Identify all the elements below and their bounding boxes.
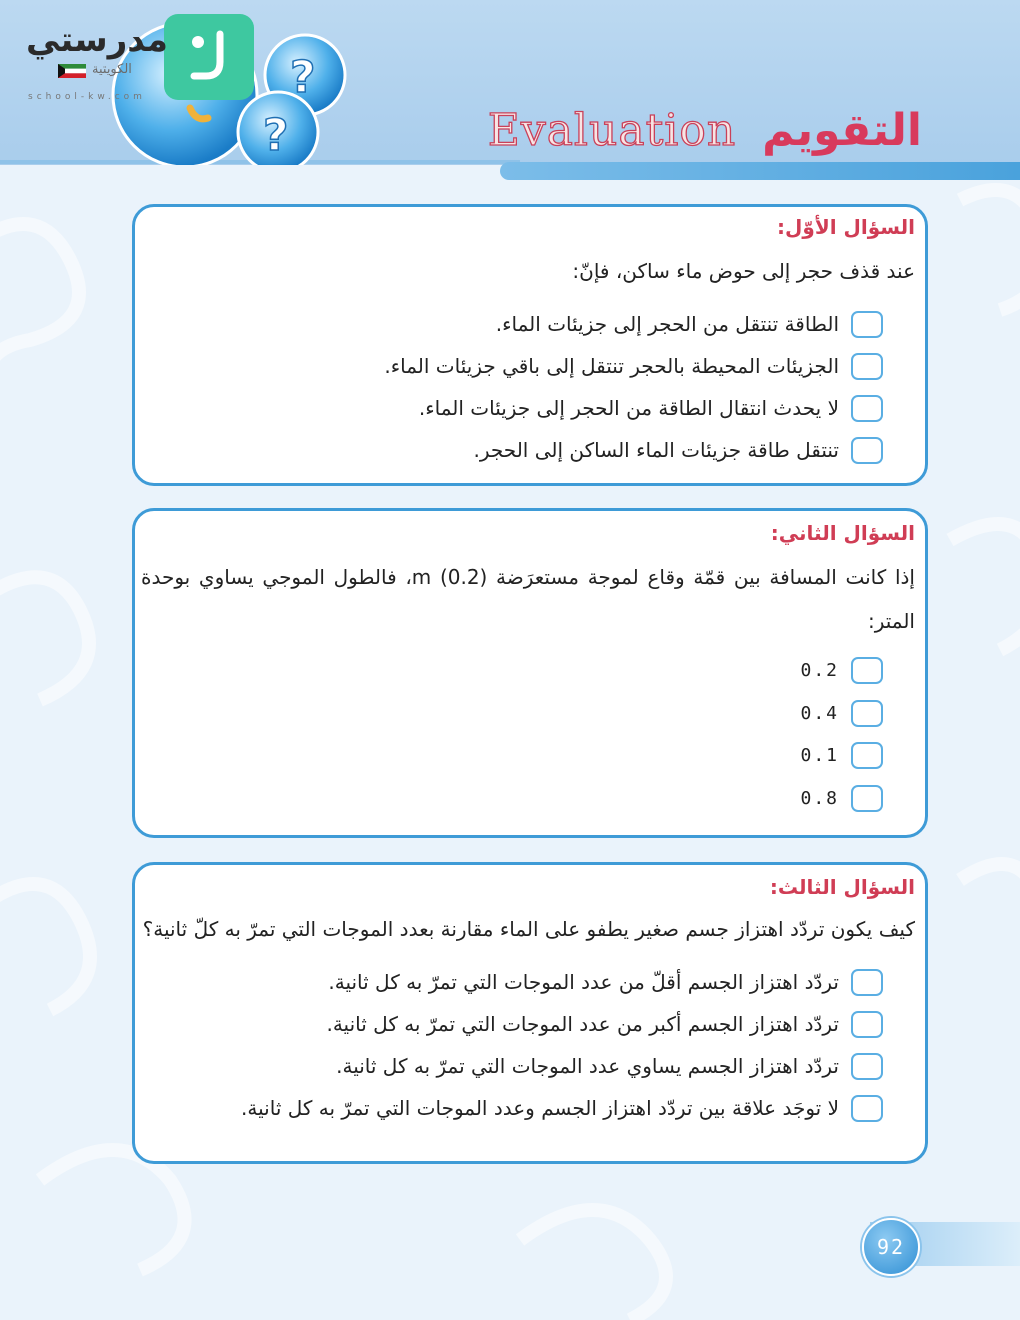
answer-value: 0.2 <box>800 659 839 681</box>
question-text: كيف يكون تردّد اهتزاز جسم صغير يطفو على الماء مقارنة بعدد الموجات التي تمرّ به كلّ ثانية؟ <box>142 917 915 941</box>
answer-checkbox[interactable] <box>851 1095 883 1122</box>
answer-text: لا توجَد علاقة بين تردّد اهتزاز الجسم وعدد الموجات التي تمرّ به كل ثانية. <box>241 1096 839 1120</box>
question-text: إذا كانت المسافة بين قمّة وقاع لموجة مستعرَضة m (0.2)، فالطول الموجي يساوي بوحدة المتر: <box>141 565 915 633</box>
question-label: السؤال الثاني: <box>770 521 915 545</box>
answer-text: تردّد اهتزاز الجسم أقلّ من عدد الموجات التي تمرّ به كل ثانية. <box>328 970 839 994</box>
question-card-1 <box>132 204 928 486</box>
answer-option[interactable] <box>336 1051 883 1081</box>
answer-checkbox[interactable] <box>851 785 883 812</box>
answer-value: 0.1 <box>800 744 839 766</box>
question-label: السؤال الأوّل: <box>777 215 915 239</box>
page-title <box>488 98 922 162</box>
answer-text: لا يحدث انتقال الطاقة من الحجر إلى جزيئات الماء. <box>418 396 839 420</box>
answer-option[interactable] <box>474 435 884 465</box>
kuwait-flag-icon <box>58 64 86 78</box>
answer-checkbox[interactable] <box>851 353 883 380</box>
answer-checkbox[interactable] <box>851 311 883 338</box>
svg-text:?: ? <box>263 110 289 161</box>
answer-option[interactable] <box>326 1009 883 1039</box>
answer-text: تنتقل طاقة جزيئات الماء الساكن إلى الحجر. <box>473 438 839 462</box>
answer-checkbox[interactable] <box>851 657 883 684</box>
header-accent-bar <box>500 162 1020 180</box>
logo-name: مدرستي <box>26 20 168 60</box>
answer-option[interactable] <box>496 309 883 339</box>
question-card-3 <box>132 862 928 1164</box>
answer-option[interactable] <box>419 393 883 423</box>
answer-option[interactable] <box>800 698 883 728</box>
answer-text: الطاقة تنتقل من الحجر إلى جزيئات الماء. <box>495 312 839 336</box>
answer-checkbox[interactable] <box>851 742 883 769</box>
logo-domain: school-kw.com <box>28 92 146 102</box>
answer-option[interactable] <box>800 655 883 685</box>
answer-checkbox[interactable] <box>851 437 883 464</box>
answer-checkbox[interactable] <box>851 395 883 422</box>
question-text: عند قذف حجر إلى حوض ماء ساكن، فإنّ: <box>572 259 915 283</box>
page-title-arabic: التقويم <box>762 104 922 156</box>
answer-text: تردّد اهتزاز الجسم يساوي عدد الموجات التي تمرّ به كل ثانية. <box>336 1054 839 1078</box>
answer-checkbox[interactable] <box>851 1053 883 1080</box>
answer-option[interactable] <box>241 1093 883 1123</box>
answer-checkbox[interactable] <box>851 700 883 727</box>
answer-value: 0.8 <box>800 787 839 809</box>
answer-text: تردّد اهتزاز الجسم أكبر من عدد الموجات التي تمرّ به كل ثانية. <box>326 1012 839 1036</box>
page-number: 92 <box>862 1218 920 1276</box>
answer-option[interactable] <box>800 740 883 770</box>
question-card-2 <box>132 508 928 838</box>
question-label: السؤال الثالث: <box>769 875 915 899</box>
answer-text: الجزيئات المحيطة بالحجر تنتقل إلى باقي جزيئات الماء. <box>384 354 839 378</box>
page-title-english: Evaluation <box>487 104 737 156</box>
answer-value: 0.4 <box>800 702 839 724</box>
answer-checkbox[interactable] <box>851 1011 883 1038</box>
answer-option[interactable] <box>800 783 883 813</box>
answer-option[interactable] <box>384 351 883 381</box>
svg-text:?: ? <box>290 52 316 103</box>
logo-mark-icon <box>162 12 256 124</box>
answer-option[interactable] <box>328 967 883 997</box>
logo-country: الكويتية <box>92 62 132 77</box>
answer-checkbox[interactable] <box>851 969 883 996</box>
